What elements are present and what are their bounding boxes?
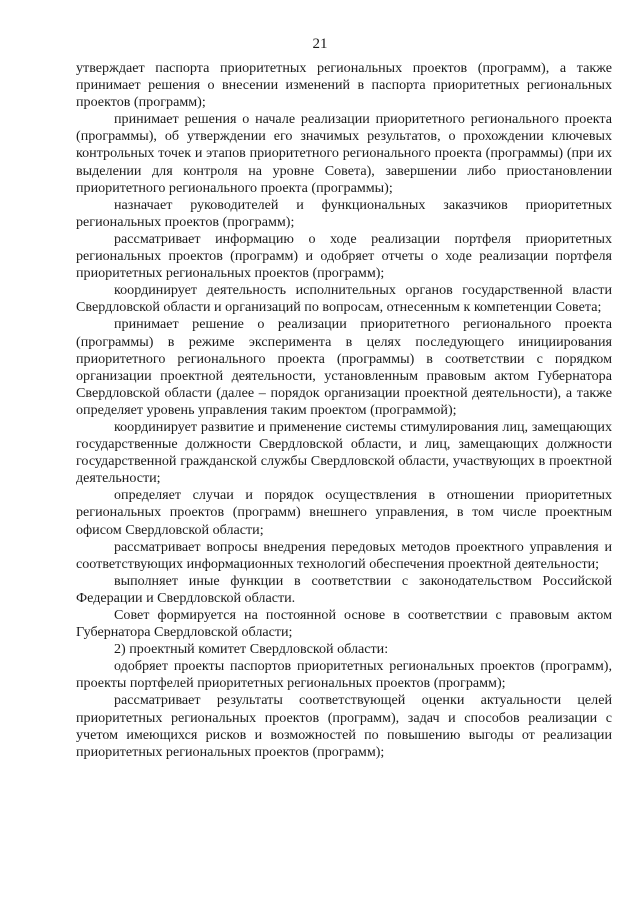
document-body — [76, 60, 612, 761]
paragraph: рассматривает информацию о ходе реализации портфеля приоритетных региональных проектов (программ) и одобряет отчеты о ходе реализации портфеля приоритетных региональных проектов (программ); — [76, 230, 612, 282]
paragraph: выполняет иные функции в соответствии с законодательством Российской Федерации и Свердловской области. — [76, 572, 612, 606]
paragraph: 2) проектный комитет Свердловской области: — [114, 641, 389, 658]
paragraph: Совет формируется на постоянной основе в соответствии с правовым актом Губернатора Свердловской области; — [76, 607, 612, 641]
paragraph: утверждает паспорта приоритетных региональных проектов (программ), а также принимает решения о внесении изменений в паспорта приоритетных региональных проектов (программ); — [76, 60, 612, 111]
paragraph: одобряет проекты паспортов приоритетных региональных проектов (программ), проекты портфелей приоритетных региональных проектов (программ); — [76, 658, 612, 692]
paragraph: координирует развитие и применение системы стимулирования лиц, замещающих государственные должности Свердловской области, и лиц, замещающих должности государственной гражданской службы Свердловской области, участвующих в проектной деятельности; — [76, 418, 612, 487]
paragraph: определяет случаи и порядок осуществления в отношении приоритетных региональных проектов (программ) внешнего управления, в том числе проектным офисом Свердловской области; — [76, 487, 612, 538]
paragraph: рассматривает вопросы внедрения передовых методов проектного управления и соответствующих информационных технологий обеспечения проектной деятельности; — [76, 538, 612, 572]
paragraph: рассматривает результаты соответствующей оценки актуальности целей приоритетных региональных проектов (программ), задач и способов реализации с учетом имеющихся рисков и возможностей по повышению выгоды от реализации приоритетных региональных проектов (программ); — [76, 692, 612, 760]
paragraph: назначает руководителей и функциональных заказчиков приоритетных региональных проектов (программ); — [76, 196, 612, 230]
page-number: 21 — [312, 36, 328, 52]
paragraph: принимает решение о реализации приоритетного регионального проекта (программы) в режиме эксперимента в целях последующего инициирования приоритетного регионального проекта (программы) в соответствии с порядком организации проектной деятельности, установленным правовым актом Губернатора Свердловской области (далее – порядок организации проектной деятельности), а также определяет уровень управления таким проектом (программой); — [76, 316, 612, 418]
paragraph: координирует деятельность исполнительных органов государственной власти Свердловской области и организаций по вопросам, отнесенным к компетенции Совета; — [76, 282, 612, 316]
paragraph: принимает решения о начале реализации приоритетного регионального проекта (программы), об утверждении его значимых результатов, о прохождении ключевых контрольных точек и этапов приоритетного регионального проекта (программы) (при их выделении для контроля на уровне Совета), завершении либо приостановлении приоритетного регионального проекта (программы); — [76, 111, 612, 196]
